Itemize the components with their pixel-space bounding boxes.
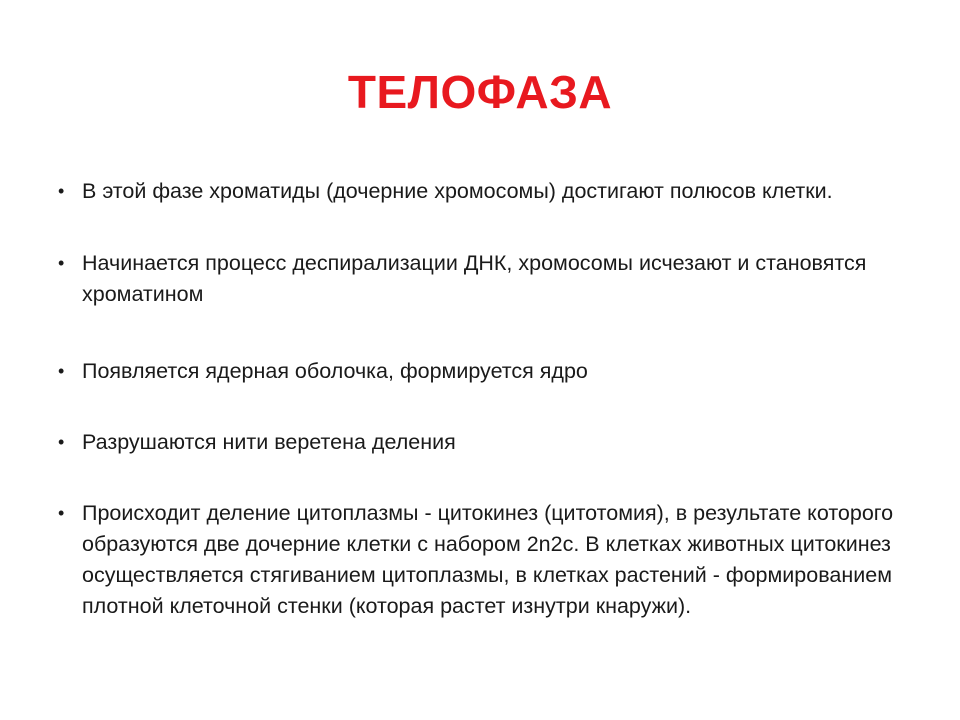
- slide-title: ТЕЛОФАЗА: [347, 66, 613, 118]
- bullet-text: Начинается процесс деспирализации ДНК, хромосомы исчезают и становятся хроматином: [82, 251, 867, 306]
- bullet-dot-icon: •: [58, 253, 65, 273]
- bullet-text: В этой фазе хроматиды (дочерние хромосомы) достигают полюсов клетки.: [82, 179, 833, 203]
- bullet-dot-icon: •: [58, 432, 65, 452]
- bullet-item: [58, 356, 898, 387]
- bullet-text: Появляется ядерная оболочка, формируется ядро: [82, 359, 588, 383]
- bullet-dot-icon: •: [58, 181, 65, 201]
- bullet-list: [58, 176, 898, 622]
- bullet-item: [58, 498, 898, 622]
- bullet-text: Разрушаются нити веретена деления: [82, 430, 456, 454]
- bullet-item: [58, 176, 898, 207]
- bullet-item: [58, 248, 898, 310]
- bullet-dot-icon: •: [58, 361, 65, 381]
- bullet-text: Происходит деление цитоплазмы - цитокинез (цитотомия), в результате которого образуются две дочерние клетки с набором 2n2c. В клетках животных цитокинез осуществляется стягиванием цитоплазмы, в клетках растений - формированием плотной клеточной стенки (которая растет изнутри кнаружи).: [82, 501, 894, 618]
- bullet-item: [58, 427, 898, 458]
- bullet-dot-icon: •: [58, 503, 65, 523]
